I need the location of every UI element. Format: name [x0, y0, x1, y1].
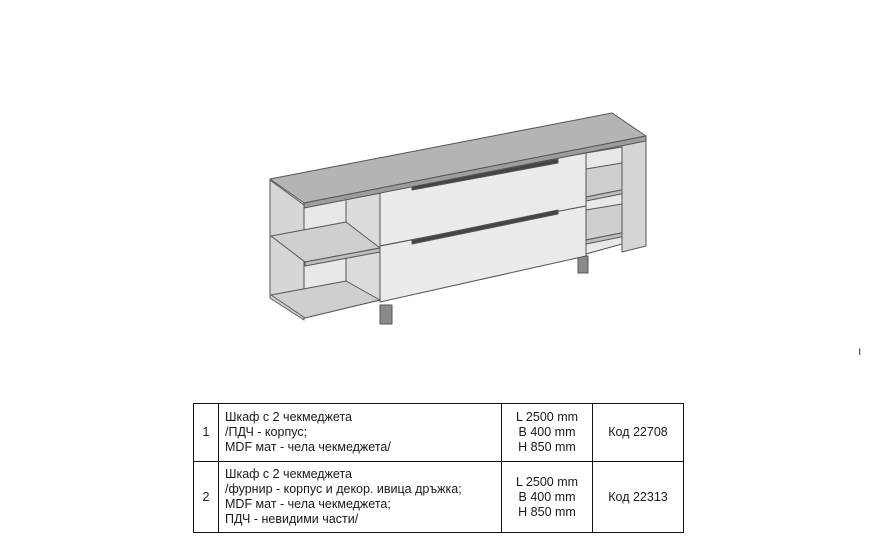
row-description: [219, 404, 502, 462]
description-line: ПДЧ - невидими части/: [225, 512, 359, 526]
row-number: 2: [194, 462, 219, 533]
table-row: [194, 462, 684, 533]
dimension-depth: В 400 mm: [518, 489, 576, 504]
dimension-depth: В 400 mm: [518, 425, 576, 439]
row-code: Код 22313: [593, 462, 684, 533]
dimension-height: Н 850 mm: [518, 440, 576, 454]
dimension-length: L 2500 mm: [515, 474, 579, 489]
dimension-height: Н 850 mm: [518, 504, 576, 519]
table-row: [194, 404, 684, 462]
dimension-length: L 2500 mm: [515, 410, 579, 424]
row-code: Код 22708: [593, 404, 684, 462]
description-line: Шкаф с 2 чекмеджета: [225, 467, 352, 481]
description-line: /ПДЧ - корпус;: [225, 425, 308, 439]
description-line: MDF мат - чела чекмеджета/: [225, 440, 391, 454]
stray-mark: ı: [858, 344, 862, 358]
description-line: Шкаф с 2 чекмеджета: [225, 410, 352, 424]
right-side-panel: [622, 136, 646, 252]
row-number: 1: [194, 404, 219, 462]
description-line: /фурнир - корпус и декор. ивица дръжка;: [225, 482, 462, 496]
row-description: [219, 462, 502, 533]
description-line: MDF мат - чела чекмеджета;: [225, 497, 391, 511]
row-dimensions: [502, 462, 593, 533]
product-table: [193, 403, 684, 533]
left-leg: [380, 305, 392, 324]
right-leg: [578, 256, 588, 273]
row-dimensions: [502, 404, 593, 462]
